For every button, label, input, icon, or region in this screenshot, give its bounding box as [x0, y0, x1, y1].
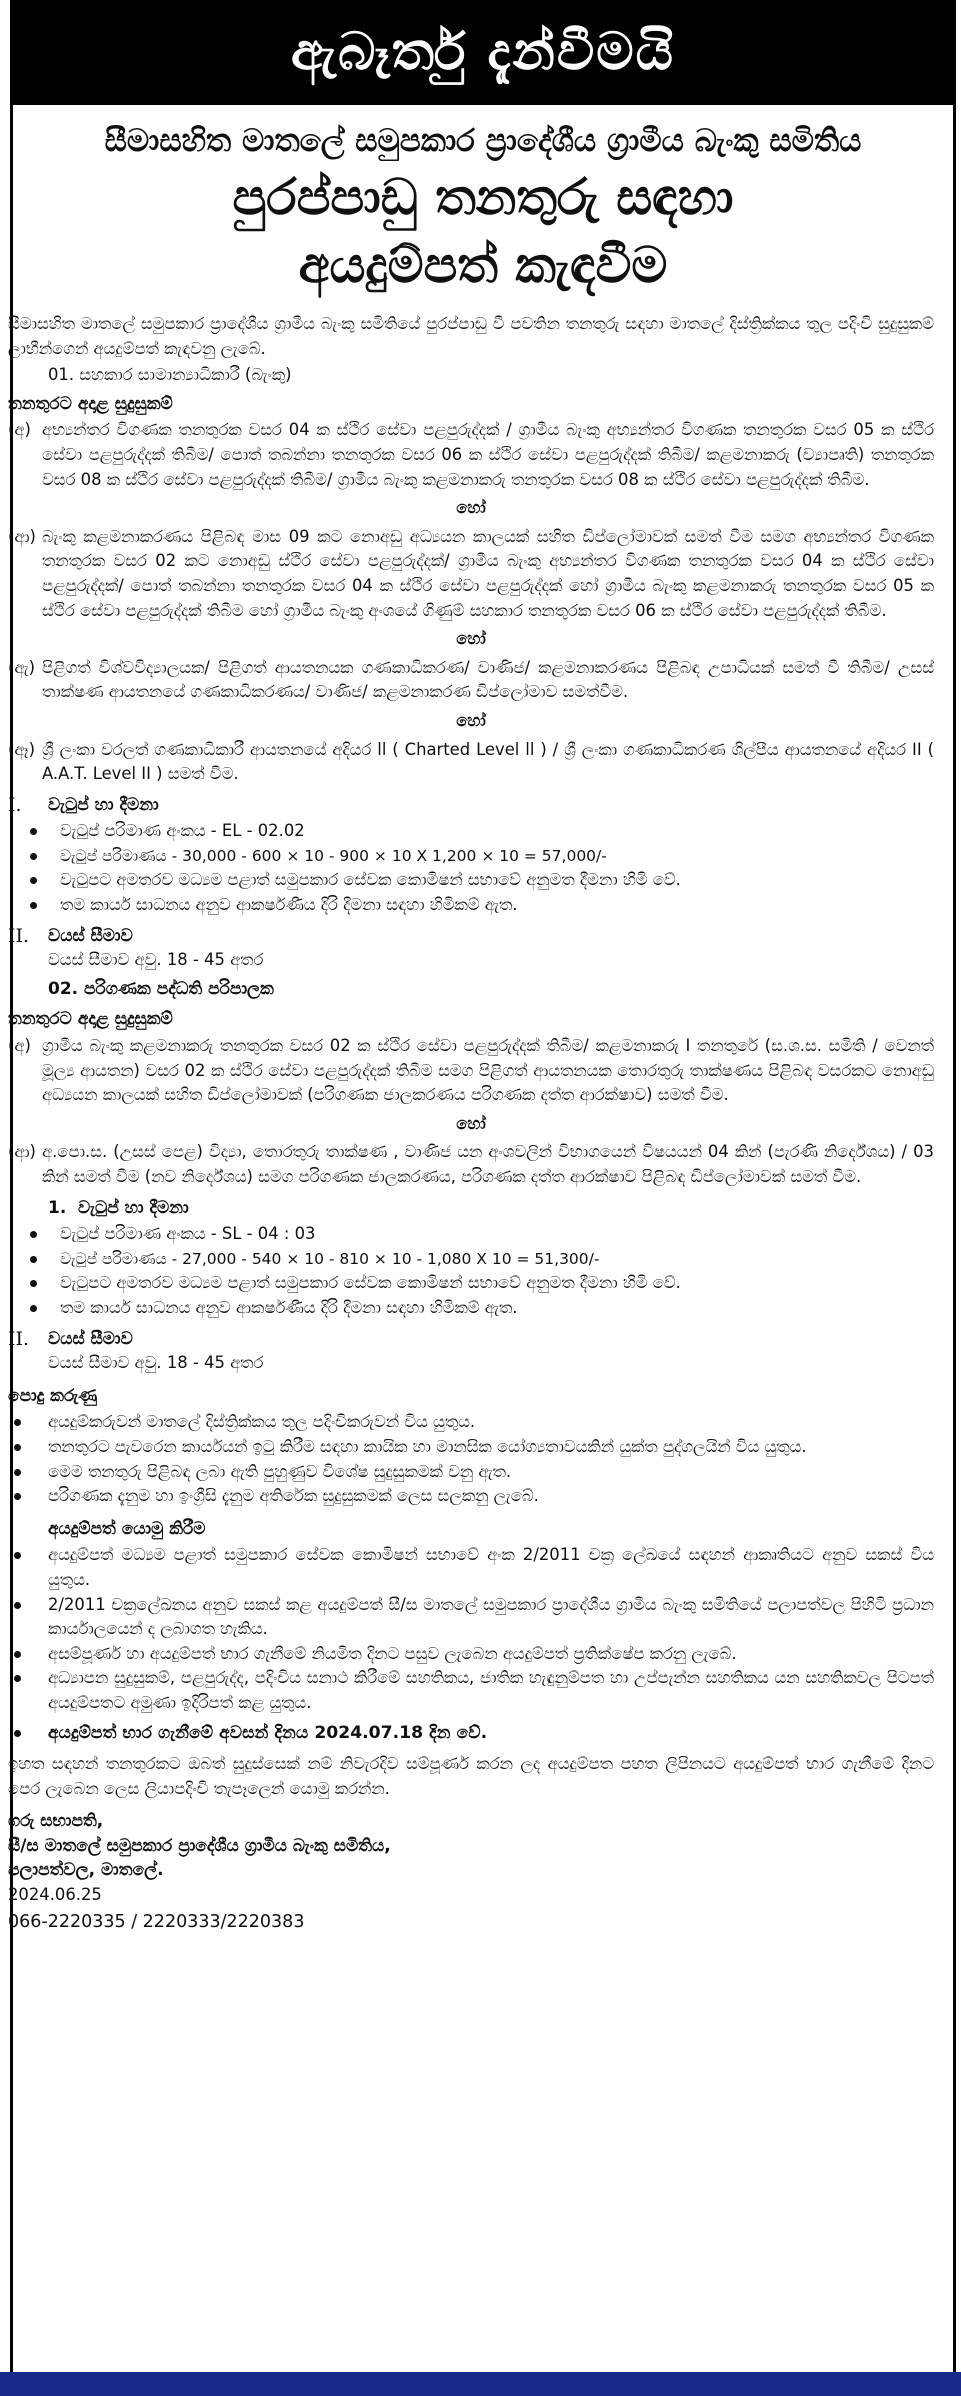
issue-date: 2024.06.25: [8, 1885, 102, 1905]
post-1-title: 01. සහකාර සාමාන්‍යාධිකාරී (බැංකු): [48, 365, 292, 385]
post-1-age-text: වයස් සීමාව අවු. 18 - 45 අතර: [48, 950, 264, 970]
list-item: අසම්පූර්ණ හා අයදුම්පත් භාර ගැනීමේ නියමිත දිනට පසුව ලැබෙන අයදුම්පත් ප්‍රතික්ෂේප කරනු ලැබේ.: [8, 1642, 934, 1667]
post-1-salary-heading: [8, 793, 934, 818]
list-item: අධ්‍යාපන සුදුසුකම්, පළපුරුද්ද, පදිංචිය සනාථ කිරීමේ සහතිකය, ජාතික හැඳුනුම්පත හා උප්පැන්න සහතිකය යන සහතිකවල පිටපත් අයදුම්පතට අමුණා ඉදිරිපත් කළ යුතුය.: [8, 1666, 934, 1715]
item-text: ශ්‍රී ලංකා වරලත් ගණකාධිකාරී ආයතනයේ අදියර ll ( Charted Level ll ) / ශ්‍රී ලංකා ගණකාධිකරණ ශිල්පීය ආයතනයේ අදියර II ( A.A.T. Level II ) සමත් වීම.: [42, 739, 934, 784]
item-text: ග්‍රාමීය බැංකු කළමනාකරු තනතුරක වසර 02 ක ස්ථිර සේවා පළපුරුද්දක් තිබීම/ කළමනාකරු I තනතුරේ (ස.ශ.ස. සමිති / වෙනත් මූල්‍ය ආයතන) වසර 02 ක ස්ථිර සේවා පළපුරුද්දක් තිබීම සමග පිළිගත් ආයතනයක තොරතුරු තාක්ෂණය පිළිබඳ වසරකට නොඅඩු අධ්‍යයන කාලයක් සහිත ඩිප්ලෝමාවක් (පරිගණක ජාලකරණය පරිගණක දත්ත ආරක්ෂාව) සමත් වීම.: [42, 1036, 934, 1105]
post-1-qual-aee: [8, 738, 934, 787]
item-mark: (ආ): [8, 1142, 36, 1162]
list-item: වැටුපට අමතරව මධ්‍යම පළාත් සමුපකාර සේවක කොමිෂන් සභාවේ අනුමත දීමනා හිමි වේ.: [8, 868, 934, 893]
post-2-age-text: වයස් සීමාව අවු. 18 - 45 අතර: [48, 1353, 264, 1373]
list-item: වැටුප් පරිමාණය - 30,000 - 600 × 10 - 900 × 10 X 1,200 × 10 = 57,000/-: [8, 844, 934, 869]
list-item: තම කාර්ය සාධනය අනුව ආකර්ෂණීය දිරි දීමනා සඳහා හිමිකම් ඇත.: [8, 893, 934, 918]
post-2-salary-list: [8, 1222, 934, 1320]
or-separator: හෝ: [456, 498, 486, 518]
list-item: තම කාර්ය සාධනය අනුව ආකර්ෂණීය දිරි දීමනා සඳහා හිමිකම් ඇත.: [8, 1296, 934, 1321]
application-heading: අයදුම්පත් යොමු කිරීම: [48, 1518, 206, 1539]
list-item: පරිගණක දැනුම හා ඉංග්‍රීසි දැනුම අතිරේක සුදුසුකමක් ලෙස සලකනු ලැබේ.: [8, 1484, 934, 1509]
signatory-title: ගරු සභාපති,: [8, 1811, 104, 1832]
closing-date-list: [8, 1721, 934, 1746]
general-heading: පොදු කරුණු: [8, 1385, 98, 1406]
intro-paragraph: සීමාසහිත මාතලේ සමුපකාර ප්‍රාදේශීය ග්‍රාමීය බැංකු සමිතියේ පුරප්පාඩු වී පවතින තනතුරු සඳහා මාතලේ දිස්ත්‍රික්කය තුල පදිංචි සුදුසුකම් ලාභීන්ගෙන් අයදුම්පත් කැඳවනු ලැබේ.: [8, 314, 934, 358]
post-2-salary-heading: [8, 1196, 934, 1221]
item-text: පිළිගත් විශ්වවිද්‍යාලයක/ පිළිගත් ආයතනයක ගණකාධිකරණ/ වාණිජ/ කළමනාකරණය පිළිබඳ උපාධියක් සමත් වී තිබීම/ උසස් තාක්ෂණ ආයතනයේ ගණකාධිකරණය/ වාණිජ/ කළමනාකරණ ඩිප්ලෝමාව සමත්වීම.: [42, 657, 934, 702]
roman-numeral: I.: [8, 793, 22, 816]
header: [13, 105, 953, 299]
general-list: [8, 1410, 934, 1508]
roman-numeral: II.: [8, 924, 30, 947]
or-separator: හෝ: [456, 710, 486, 730]
post-2-title: 02. පරිගණක පද්ධති පරිපාලක: [48, 978, 274, 999]
organization-name: සීමාසහිත මාතලේ සමුපකාර ප්‍රාදේශීය ග්‍රාමීය බැංකු සමිතිය: [104, 123, 862, 159]
item-text: අභ්‍යන්තර විගණක තනතුරක වසර 04 ක ස්ථිර සේවා පළපුරුද්දක් / ග්‍රාමීය බැංකු අභ්‍යන්තර විගණක තනතුරක වසර 05 ක ස්ථිර සේවා පළපුරුද්දක් තිබීම/ පොත් තබන්නා තනතුරක වසර 06 ක ස්ථිර සේවා පළපුරුද්දක් තිබීම/ කළමනාකරු (ව්‍යාපෘති) තනතුරක වසර 08 ක ස්ථිර සේවා පළපුරුද්දක් තිබීම/ ග්‍රාමීය බැංකු කළමනාකරු තනතුරක වසර 08 ක ස්ථිර සේවා පළපුරුද්දක් තිබීම.: [42, 420, 934, 489]
list-item: අයදුම්පත් මධ්‍යම පළාත් සමුපකාර සේවක කොමිෂන් සභාවේ අංක 2/2011 චක්‍ර ලේඛයේ සඳහන් ආකෘතියට අනුව සකස් විය යුතුය.: [8, 1543, 934, 1592]
list-item: 2/2011 චක්‍රලේඛනය අනුව සකස් කළ අයදුම්පත් සී/ස මාතලේ සමුපකාර ප්‍රාදේශීය ග්‍රාමීය බැංකු සමිතියේ පලාපත්වල පිහිටි ප්‍රධාන කාර්යාලයෙන් ද ලබාගත හැකිය.: [8, 1593, 934, 1642]
list-item: මෙම තනතුරු පිළිබඳ ලබා ඇති පුහුණුව විශේෂ සුදුසුකමක් වනු ඇත.: [8, 1460, 934, 1485]
post-1-qual-aa: [8, 525, 934, 623]
list-item: වැටුප් පරිමාණ අංකය - EL - 02.02: [8, 819, 934, 844]
title-line-1: පුරප්පාඩු තනතුරු සඳහා: [232, 168, 734, 226]
post-1-qual-ae: [8, 656, 934, 705]
list-item: තනතුරට පැවරෙන කාර්යයන් ඉටු කිරීම සඳහා කායික හා මානසික යෝග්‍යතාවයකින් යුක්ත පුද්ගලයින් විය යුතුය.: [8, 1435, 934, 1460]
organization-address-line: සී/ස මාතලේ සමුපකාර ප්‍රාදේශීය ග්‍රාමීය බැංකු සමිතිය,: [8, 1835, 391, 1856]
content: [8, 312, 934, 1934]
bottom-bar: [0, 2372, 961, 2396]
phone-numbers: 066-2220335 / 2220333/2220383: [8, 1911, 305, 1932]
or-separator: හෝ: [456, 1113, 486, 1133]
footer-note: ඉහත සඳහන් තනතුරකට ඔබත් සුදුස්සෙක් නම් නිවැරදිව සම්පූර්ණ කරන ලද අයදුම්පත පහත ලිපිනයට අයදුම්පත් භාර ගැනීමේ දිනට පෙර ලැබෙන ලෙස ලියාපදිංචි තැපෑලෙන් යොමු කරන්න.: [8, 1754, 934, 1798]
item-text: බැංකු කළමනාකරණය පිළිබඳ මාස 09 කට නොඅඩු අධ්‍යයන කාලයක් සහිත ඩිප්ලෝමාවක් සමත් වීම සමග අභ්‍යන්තර විගණක තනතුරක වසර 02 කට නොඅඩු ස්ථිර සේවා පළපුරුද්දක්/ ග්‍රාමීය බැංකු අභ්‍යන්තර විගණක තනතුරක වසර 04 ක ස්ථිර සේවා පළපුරුද්දක්/ පොත් තබන්නා තනතුරක වසර 04 ක ස්ථිර සේවා පළපුරුද්දක් හෝ ග්‍රාමීය බැංකු කළමනාකරු තනතුරක වසර 05 ක ස්ථිර සේවා පළපුරුද්දක් තිබීම හෝ ග්‍රාමීය බැංකු අංශයේ ගිණුම් සහකාර තනතුරක වසර 06 ක ස්ථිර සේවා පළපුරුද්දක් තිබීම.: [42, 526, 934, 620]
item-mark: (ඇ): [8, 657, 36, 677]
banner-title: ඇබෑර්තු දැන්වීමයි: [290, 22, 676, 82]
post-1-salary-list: [8, 819, 934, 917]
banner: [10, 0, 956, 105]
address-line: පලාපත්වල, මාතලේ.: [8, 1860, 164, 1881]
section-number: 1.: [48, 1197, 67, 1218]
application-list: [8, 1543, 934, 1715]
list-item: වැටුප් පරිමාණ අංකය - SL - 04 : 03: [8, 1222, 934, 1247]
item-text: අ.පො.ස. (උසස් පෙළ) විද්‍යා, තොරතුරු තාක්ෂණ , වාණිජ යන අංශවලින් විභාගයෙන් විෂයයන් 04 කින් (පැරණි නිර්දේශය) / 03 කින් සමත් වීම (නව නිර්දේශය) සමග පරිගණක ජාලකරණය, පරිගණක දත්ත ආරක්ෂාව පිළිබඳ ඩිප්ලෝමාවක් සමත් වීම.: [42, 1142, 934, 1186]
post-2-age-heading: [8, 1327, 934, 1352]
section-label: වැටුප් හා දීමනා: [78, 1197, 189, 1218]
signature-block: [8, 1809, 934, 1934]
section-label: වයස් සීමාව: [48, 925, 133, 946]
list-item: අයදුම්කරුවන් මාතලේ දිස්ත්‍රික්කය තුල පදිංචිකරුවන් විය යුතුය.: [8, 1410, 934, 1435]
post-1-qual-a: [8, 418, 934, 492]
or-separator: හෝ: [456, 629, 486, 649]
roman-numeral: II.: [8, 1327, 30, 1350]
post-2-qualification-heading: තනතුරට අදාළ සුදුසුකම්: [8, 1009, 173, 1030]
item-mark: (ඈ): [8, 739, 35, 759]
post-1-qualification-heading: තනතුරට අදාළ සුදුසුකම්: [8, 393, 173, 414]
closing-date: අයදුම්පත් භාර ගැනීමේ අවසන් දිනය 2024.07.18 දින වේ.: [8, 1721, 934, 1746]
section-label: වැටුප් හා දීමනා: [48, 794, 159, 815]
list-item: වැටුපට අමතරව මධ්‍යම පළාත් සමුපකාර සේවක කොමිෂන් සභාවේ අනුමත දීමනා හිමි වේ.: [8, 1271, 934, 1296]
section-label: වයස් සීමාව: [48, 1328, 133, 1349]
item-mark: (අ): [8, 420, 31, 440]
item-mark: (ආ): [8, 526, 36, 546]
list-item: වැටුප් පරිමාණය - 27,000 - 540 × 10 - 810 × 10 - 1,080 X 10 = 51,300/-: [8, 1247, 934, 1272]
post-2-qual-aa: [8, 1140, 934, 1189]
title-line-2: අයදුම්පත් කැඳවීම: [298, 236, 668, 294]
item-mark: (අ): [8, 1036, 31, 1056]
post-2-qual-a: [8, 1034, 934, 1108]
post-1-age-heading: [8, 924, 934, 949]
